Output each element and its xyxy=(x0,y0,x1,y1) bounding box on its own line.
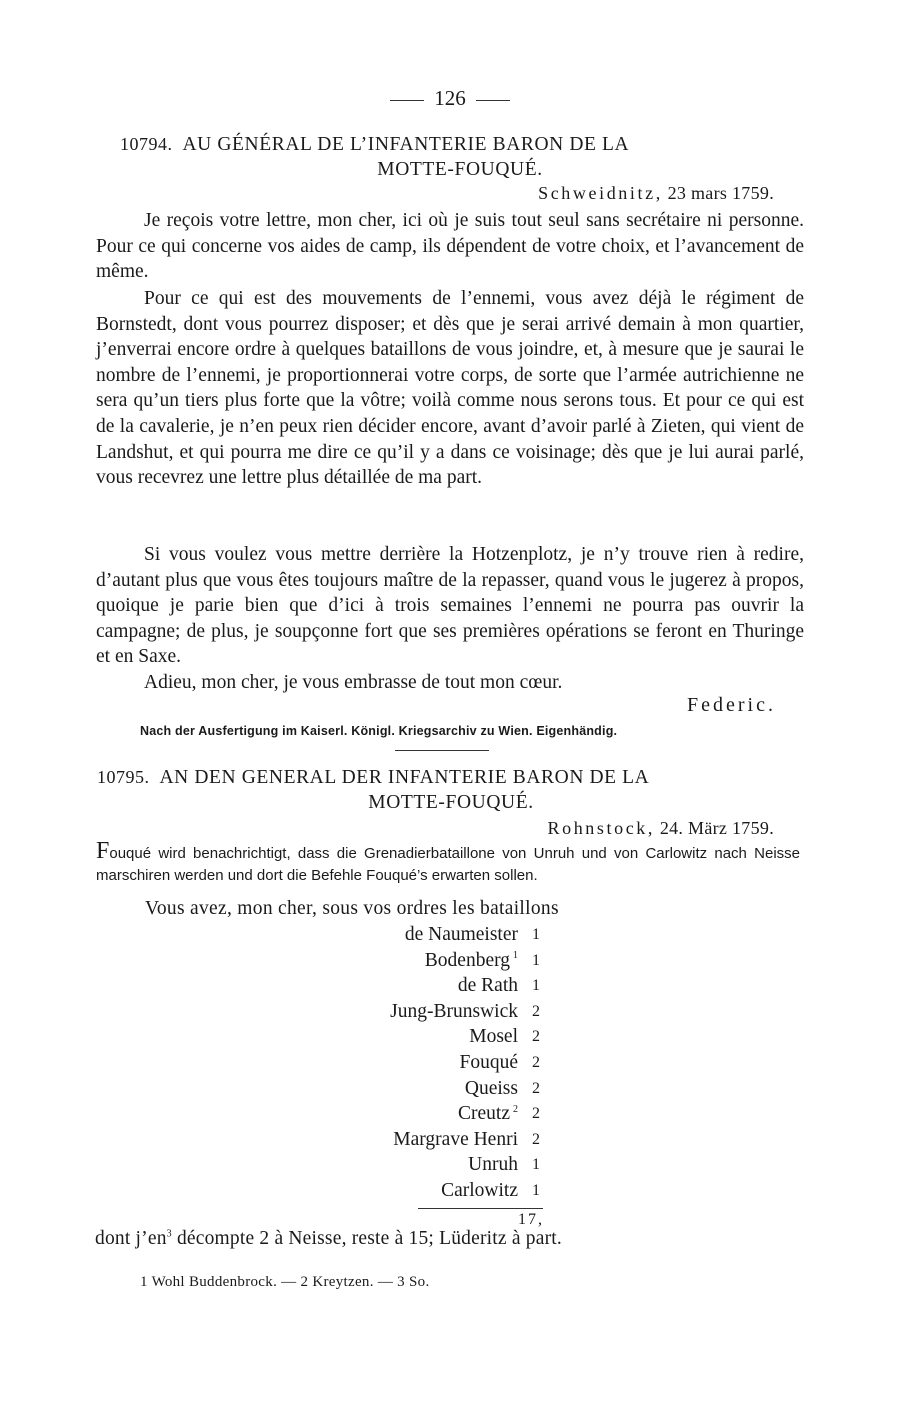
letter1-paragraph-3: Si vous voulez vous mettre derrière la Hotzenplotz, je n’y trouve rien à redire, d’autant plus que vous êtes toujours maître de la repasser, quand vous le jugerez à propos, quoique je parie bien que d’ici à trois semaines l’ennemi ne pourra pas ouvrir la campagne; de plus, je soupçonne fort que ses premières opérations se feront en Thuringe et en Saxe. xyxy=(96,544,804,668)
letter2-summary-text: ouqué wird benachrichtigt, dass die Grenadierbataillone von Unruh und von Carlowitz nach Neisse marschiren werden und dort die Befehle Fouqué’s erwarten sollen. xyxy=(96,845,800,884)
letter1-dateline xyxy=(538,183,774,204)
battalion-name: Jung-Brunswick xyxy=(390,1000,518,1022)
battalion-name: Fouqué xyxy=(459,1052,518,1073)
footnote-ref: 1 xyxy=(513,950,518,962)
letter2-summary xyxy=(96,840,800,887)
battalion-count: 1 xyxy=(532,1156,540,1174)
page-number: 126 xyxy=(0,86,900,111)
letter2-place: Rohnstock, xyxy=(547,818,655,838)
battalion-count: 2 xyxy=(532,1054,540,1071)
page-number-dash-right xyxy=(476,100,510,101)
battalion-name: Creutz $^2$ xyxy=(458,1103,518,1125)
letter1-paragraph-4: Adieu, mon cher, je vous embrasse de tout mon cœur. xyxy=(144,672,563,693)
battalion-count: 2 xyxy=(532,1105,540,1123)
page-number-dash-left xyxy=(390,100,424,101)
section-divider xyxy=(395,750,489,751)
letter1-paragraph-1: Je reçois votre lettre, mon cher, ici où je suis tout seul sans secrétaire ni personne. Pour ce qui concerne vos aides de camp, ils dépendent de votre choix, et l’avancement de même. xyxy=(96,210,804,283)
battalion-name: de Rath xyxy=(457,975,518,997)
letter1-date: 23 mars 1759. xyxy=(667,183,774,203)
battalion-name: de Naumeister xyxy=(404,924,518,945)
battalion-count: 1 xyxy=(532,1182,540,1199)
letter1-number: 10794. xyxy=(120,134,173,154)
letter1-signature: Federic. xyxy=(687,694,776,716)
battalion-name: Unruh xyxy=(468,1154,518,1176)
footnote-ref: 2 xyxy=(513,1103,518,1115)
letter1-paragraph-2: Pour ce qui est des mouvements de l’ennemi, vous avez déjà le régiment de Bornstedt, dont vous pourrez disposer; et dès que je serai arrivé demain à mon quartier, j’enverrai encore ordre à quelques bataillons de vous joindre, et, à mesure que je saurai le nombre de l’ennemi, je proportionnerai votre corps, de sorte que l’armée autrichienne ne sera qu’un tiers plus forte que la vôtre; voilà comme nous serons tous. Et pour ce qui est de la cavalerie, je n’en peux rien décider encore, avant d’avoir parlé à Zieten, qui vient de Landshut, et qui pourra me dire ce qu’il y a dans ce voisinage; dès que je lui aurai parlé, vous recevrez une lettre plus détaillée de ma part. xyxy=(96,288,804,489)
footnote-ref-3: 3 xyxy=(166,1228,172,1240)
letter2-number: 10795. xyxy=(97,767,150,787)
battalion-count: 2 xyxy=(532,1130,540,1148)
battalion-name: Carlowitz xyxy=(441,1180,518,1201)
letter1-source-note: Nach der Ausfertigung im Kaiserl. Königl. Kriegsarchiv zu Wien. Eigenhändig. xyxy=(140,724,618,738)
letter2-dateline xyxy=(547,818,774,839)
battalion-name: Margrave Henri xyxy=(393,1128,518,1150)
letter2-summary-initial: F xyxy=(96,838,110,864)
letter2-heading-line2: MOTTE-FOUQUÉ. xyxy=(368,792,534,813)
letter2-heading-line1: AN DEN GENERAL DER INFANTERIE BARON DE LA xyxy=(159,767,650,788)
letter1-heading-line2: MOTTE-FOUQUÉ. xyxy=(377,159,543,180)
battalion-count: 1 xyxy=(532,977,540,995)
battalion-total: 17, xyxy=(518,1211,544,1228)
battalion-count: 1 xyxy=(532,926,540,943)
footnotes: 1 Wohl Buddenbrock. — 2 Kreytzen. — 3 So. xyxy=(140,1274,430,1290)
sum-rule xyxy=(418,1208,543,1209)
letter1-heading-line1: AU GÉNÉRAL DE L’INFANTERIE BARON DE LA xyxy=(182,134,630,155)
battalion-count: 2 xyxy=(532,1002,540,1020)
battalion-count: 1 xyxy=(532,951,540,969)
battalion-name: Mosel xyxy=(469,1026,518,1048)
battalion-name: Bodenberg $^1$ xyxy=(424,949,518,971)
letter2-date: 24. März 1759. xyxy=(659,818,774,838)
letter2-heading xyxy=(97,765,805,815)
letter2-final-line: dont $j’en^3$ décompte 2 à Neisse, reste à 15; Lüderitz à part. xyxy=(95,1228,562,1249)
letter1-heading xyxy=(120,132,800,182)
battalion-name: Queiss xyxy=(464,1077,518,1099)
battalion-count: 2 xyxy=(532,1028,540,1046)
letter2-intro: Vous avez, mon cher, sous vos ordres les bataillons xyxy=(145,898,559,919)
letter1-place: Schweidnitz, xyxy=(538,183,663,203)
battalion-count: 2 xyxy=(532,1079,540,1097)
